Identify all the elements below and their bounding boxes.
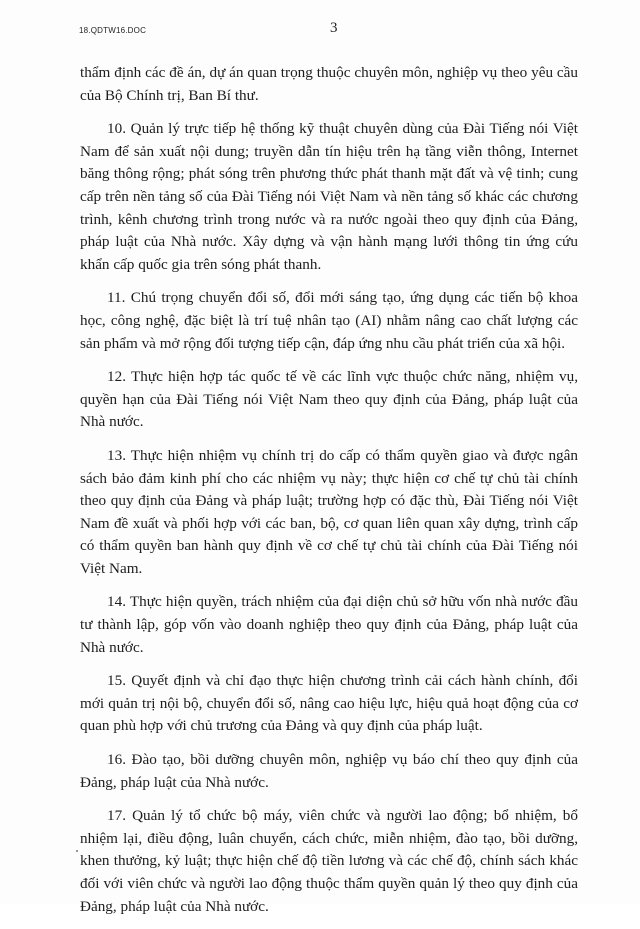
paragraph-item-15: 15. Quyết định và chỉ đạo thực hiện chương trình cải cách hành chính, đổi mới quản trị nội bộ, chuyển đổi số, nâng cao hiệu lực, hiệu quả hoạt động của cơ quan phù hợp với chủ trương của Đảng và quy định của pháp luật.: [80, 672, 578, 735]
paragraph-item-16: 16. Đào tạo, bồi dưỡng chuyên môn, nghiệp vụ báo chí theo quy định của Đảng, pháp luật của Nhà nước.: [80, 751, 578, 791]
page-number: 3: [330, 20, 338, 36]
document-body: [80, 62, 578, 929]
paragraph-item-10: 10. Quản lý trực tiếp hệ thống kỹ thuật chuyên dùng của Đài Tiếng nói Việt Nam để sản xuất nội dung; truyền dẫn tín hiệu trên hạ tầng viễn thông, Internet băng thông rộng; phát sóng trên phương thức phát thanh mặt đất và vệ tinh; cung cấp trên nền tảng số của Đài Tiếng nói Việt Nam và nền tảng số khác các chương trình, kênh chương trình trong nước và ra nước ngoài theo quy định của Đảng, pháp luật của Nhà nước. Xây dựng và vận hành mạng lưới thông tin ứng cứu khẩn cấp quốc gia trên sóng phát thanh.: [80, 120, 578, 273]
paragraph-item-13: 13. Thực hiện nhiệm vụ chính trị do cấp có thẩm quyền giao và được ngân sách bảo đảm kinh phí cho các nhiệm vụ này; thực hiện cơ chế tự chủ tài chính theo quy định của Đảng và pháp luật; trường hợp có đặc thù, Đài Tiếng nói Việt Nam đề xuất và phối hợp với các ban, bộ, cơ quan liên quan xây dựng, trình cấp có thẩm quyền ban hành quy định về cơ chế tự chủ tài chính của Đài Tiếng nói Việt Nam.: [80, 446, 578, 577]
paragraph-item-11: 11. Chú trọng chuyển đổi số, đổi mới sáng tạo, ứng dụng các tiến bộ khoa học, công nghệ, đặc biệt là trí tuệ nhân tạo (AI) nhằm nâng cao chất lượng các sản phẩm và mở rộng đối tượng tiếp cận, đáp ứng nhu cầu phát triển của xã hội.: [80, 289, 578, 352]
document-code: 18.QDTW16.DOC: [79, 26, 147, 35]
scan-speck: [76, 850, 78, 852]
paragraph-item-17: 17. Quản lý tổ chức bộ máy, viên chức và người lao động; bổ nhiệm, bổ nhiệm lại, điều động, luân chuyển, cách chức, miễn nhiệm, đào tạo, bồi dưỡng, khen thưởng, kỷ luật; thực hiện chế độ tiền lương và các chế độ, chính sách khác đối với viên chức và người lao động thuộc thẩm quyền quản lý theo quy định của Đảng, pháp luật của Nhà nước.: [80, 807, 578, 915]
paragraph-continued: thẩm định các đề án, dự án quan trọng thuộc chuyên môn, nghiệp vụ theo yêu cầu của Bộ Chính trị, Ban Bí thư.: [80, 64, 578, 104]
paragraph-item-14: 14. Thực hiện quyền, trách nhiệm của đại diện chủ sở hữu vốn nhà nước đầu tư thành lập, góp vốn vào doanh nghiệp theo quy định của Đảng, pháp luật của Nhà nước.: [80, 593, 578, 656]
paragraph-item-12: 12. Thực hiện hợp tác quốc tế về các lĩnh vực thuộc chức năng, nhiệm vụ, quyền hạn của Đài Tiếng nói Việt Nam theo quy định của Đảng, pháp luật của Nhà nước.: [80, 368, 578, 431]
